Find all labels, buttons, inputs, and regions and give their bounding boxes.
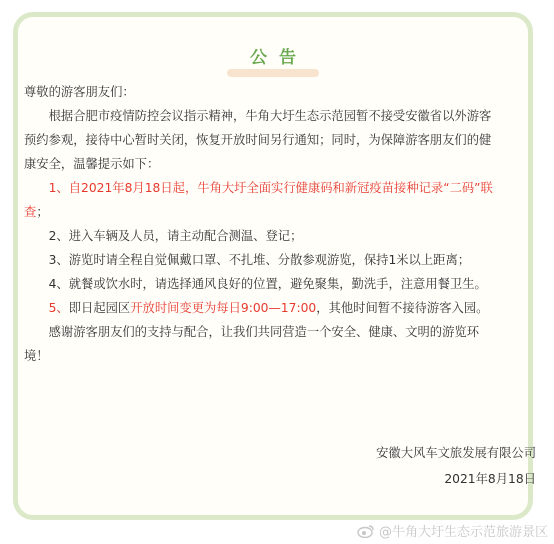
weibo-watermark [357,521,548,540]
item-text: 进入车辆及人员，请主动配合测温、登记； [68,229,303,243]
item-number: 3、 [48,253,69,267]
notice-body [24,80,494,368]
intro-paragraph: 根据合肥市疫情防控会议指示精神，牛角大圩生态示范园暂不接受安徽省以外游客预约参观，接待中心暂时关闭，恢复开放时间另行通知；同时，为保障游客朋友们的健康安全，温馨提示如下： [24,109,492,171]
watermark-text: @牛角大圩生态示范旅游景区 [378,525,548,540]
notice-item [24,296,494,320]
notice-items [24,176,494,320]
title-underline [227,69,319,77]
item-text: ； [36,205,49,219]
weibo-icon [357,524,375,538]
item-number: 2、 [48,229,69,243]
notice-item [24,272,494,296]
company-name: 安徽大风车文旅发展有限公司 [376,446,536,460]
signature-block [376,440,536,492]
closing-paragraph: 感谢游客朋友们的支持与配合，让我们共同营造一个安全、健康、文明的游览环境！ [24,325,479,363]
greeting: 尊敬的游客朋友们： [24,85,135,99]
item-text: 就餐或饮水时，请选择通风良好的位置，避免聚集，勤洗手，注意用餐卫生。 [68,277,487,291]
item-text: 即日起园区 [68,301,131,315]
item-number: 5、 [48,301,69,315]
item-text: 游览时请全程自觉佩戴口罩、不扎堆、分散参观游览，保持1米以上距离； [68,253,471,267]
notice-date: 2021年8月18日 [444,472,536,486]
notice-title: 公告 [250,48,308,68]
notice-item [24,248,494,272]
item-number: 4、 [48,277,69,291]
highlight-text: 自2021年8月18日起，牛角大圩全面实行健康码和新冠疫苗接种记录“二码”联查 [24,181,493,219]
item-text: ，其他时间暂不接待游客入园。 [316,301,489,315]
notice-item [24,224,494,248]
item-number: 1、 [48,181,69,195]
highlight-text: 开放时间变更为每日9:00—17:00 [130,301,317,315]
notice-item [24,176,494,224]
